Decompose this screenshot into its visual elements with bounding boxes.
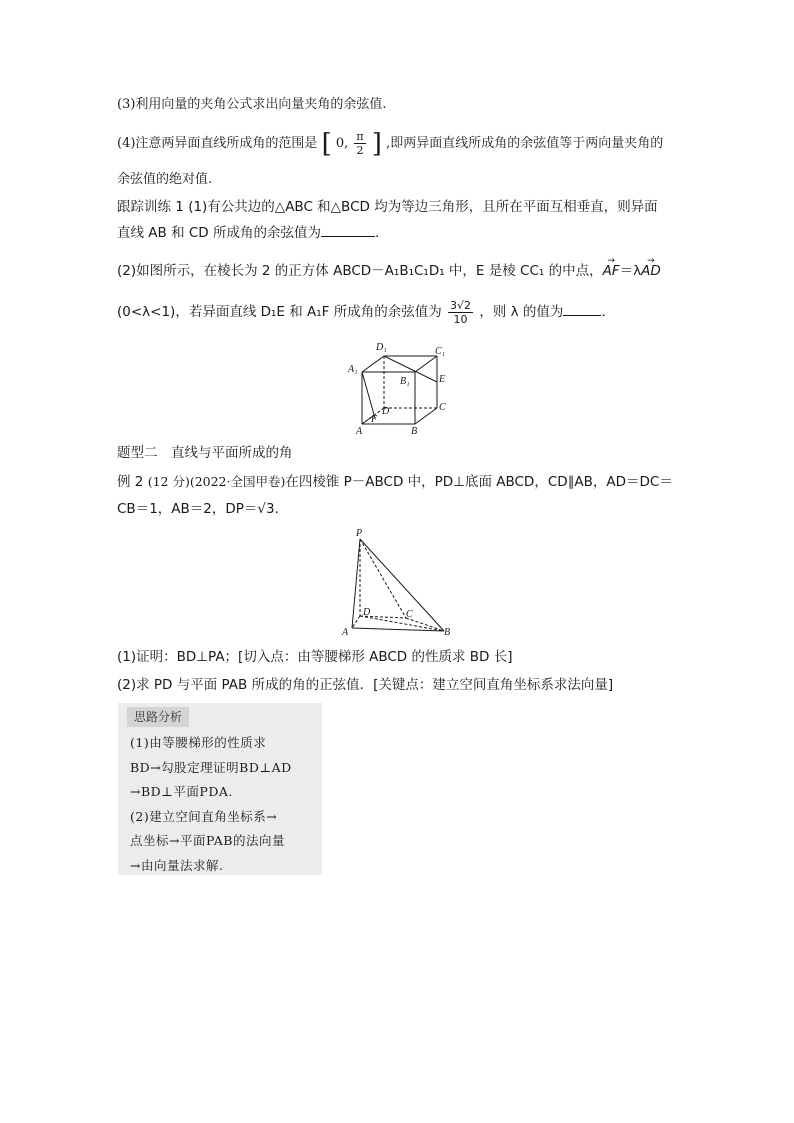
- label-c1: C₁: [435, 346, 446, 357]
- analysis-title: 思路分析: [127, 707, 189, 727]
- analysis-box: [118, 703, 322, 875]
- example-text: 在四棱锥 P－ABCD 中，PD⊥底面 ABCD，CD∥AB，AD＝DC＝: [285, 474, 673, 490]
- pyramid-figure: [338, 526, 458, 638]
- analysis-line: →BD⊥平面PDA.: [130, 784, 233, 799]
- training-q1-text: (1)有公共边的△ABC 和△BCD 均为等边三角形，且所在平面互相垂直，则异面: [188, 199, 658, 215]
- part-2: (2)求 PD 与平面 PAB 所成的角的正弦值．[关键点：建立空间直角坐标系求法向量]: [117, 677, 614, 693]
- section-title: 题型二 直线与平面所成的角: [117, 445, 293, 461]
- fraction-numerator: π: [356, 130, 364, 143]
- training-label: 跟踪训练 1: [117, 199, 184, 215]
- pi-over-two-fraction: [354, 130, 365, 157]
- item-4-prefix: (4)注意两异面直线所成角的范围是: [117, 136, 318, 151]
- analysis-text: [130, 731, 320, 878]
- cosine-fraction: [448, 299, 473, 326]
- item-4-line-1: [117, 128, 664, 159]
- analysis-line: BD→勾股定理证明BD⊥AD: [130, 759, 292, 775]
- label-d: D: [363, 607, 371, 618]
- vector-af: → AF: [603, 262, 620, 280]
- example-label: 例 2: [117, 474, 144, 490]
- label-c: C: [406, 609, 413, 620]
- training-q1-line-1: [117, 198, 658, 216]
- q2-line-1: [117, 262, 661, 280]
- fraction-denominator: 2: [356, 144, 364, 157]
- part-1: (1)证明：BD⊥PA；[切入点：由等腰梯形 ABCD 的性质求 BD 长]: [117, 649, 513, 665]
- q2-text-1: (2)如图所示，在棱长为 2 的正方体 ABCD－A₁B₁C₁D₁ 中，E 是棱 CC₁ 的中点，: [117, 263, 603, 279]
- item-4-suffix: ,即两异面直线所成角的余弦值等于两向量夹角的: [386, 136, 664, 151]
- label-b1: B₁: [400, 376, 410, 387]
- fraction-denominator: 10: [453, 312, 468, 326]
- label-p: P: [356, 528, 363, 539]
- analysis-line: →由向量法求解.: [130, 857, 224, 873]
- q2-text-2: (0<λ<1)，若异面直线 D₁E 和 A₁F 所成角的余弦值为: [117, 304, 442, 320]
- label-a: A: [342, 627, 349, 638]
- analysis-line: (1)由等腰梯形的性质求: [130, 735, 267, 750]
- label-d1: D₁: [376, 342, 387, 353]
- label-d: D: [382, 406, 390, 417]
- answer-blank-2: [563, 303, 601, 316]
- training-q1-line-2: 直线 AB 和 CD 所成角的余弦值为 .: [117, 225, 380, 241]
- example-line-2: CB＝1，AB＝2，DP＝√3.: [117, 501, 279, 517]
- fraction-numerator: 3√2: [450, 298, 472, 312]
- label-b: B: [411, 426, 418, 437]
- right-bracket: ]: [371, 128, 382, 159]
- interval-start: 0,: [335, 136, 349, 151]
- example-line-1: [117, 473, 673, 491]
- label-e: E: [439, 374, 446, 385]
- q2-text-3: ，则 λ 的值为: [479, 304, 564, 320]
- label-a1: A₁: [348, 364, 358, 375]
- analysis-line: (2)建立空间直角坐标系→: [130, 808, 278, 824]
- cube-figure: [340, 338, 460, 438]
- q2-line-2: (0<λ<1)，若异面直线 D₁E 和 A₁F 所成角的余弦值为 $\frac{3√2}{10}$ ，则 λ 的值为 .: [117, 298, 606, 326]
- cube-diagram: [340, 338, 460, 438]
- item-3-text: (3)利用向量的夹角公式求出向量夹角的余弦值.: [117, 97, 387, 112]
- label-b: B: [444, 627, 451, 638]
- label-f: F: [371, 414, 378, 425]
- example-meta: (12 分)(2022·全国甲卷): [147, 474, 286, 489]
- analysis-line: 点坐标→平面PAB的法向量: [130, 833, 285, 848]
- left-bracket: [: [321, 128, 332, 159]
- pyramid-diagram: [338, 526, 458, 638]
- label-c: C: [439, 402, 446, 413]
- label-a: A: [356, 426, 363, 437]
- q2-eq: ＝λ: [619, 263, 642, 279]
- vector-ad: → AD: [641, 262, 661, 280]
- item-4-line-2: 余弦值的绝对值.: [117, 172, 213, 187]
- training-q1-text-2: 直线 AB 和 CD 所成角的余弦值为: [117, 225, 321, 241]
- answer-blank-1: [321, 224, 375, 237]
